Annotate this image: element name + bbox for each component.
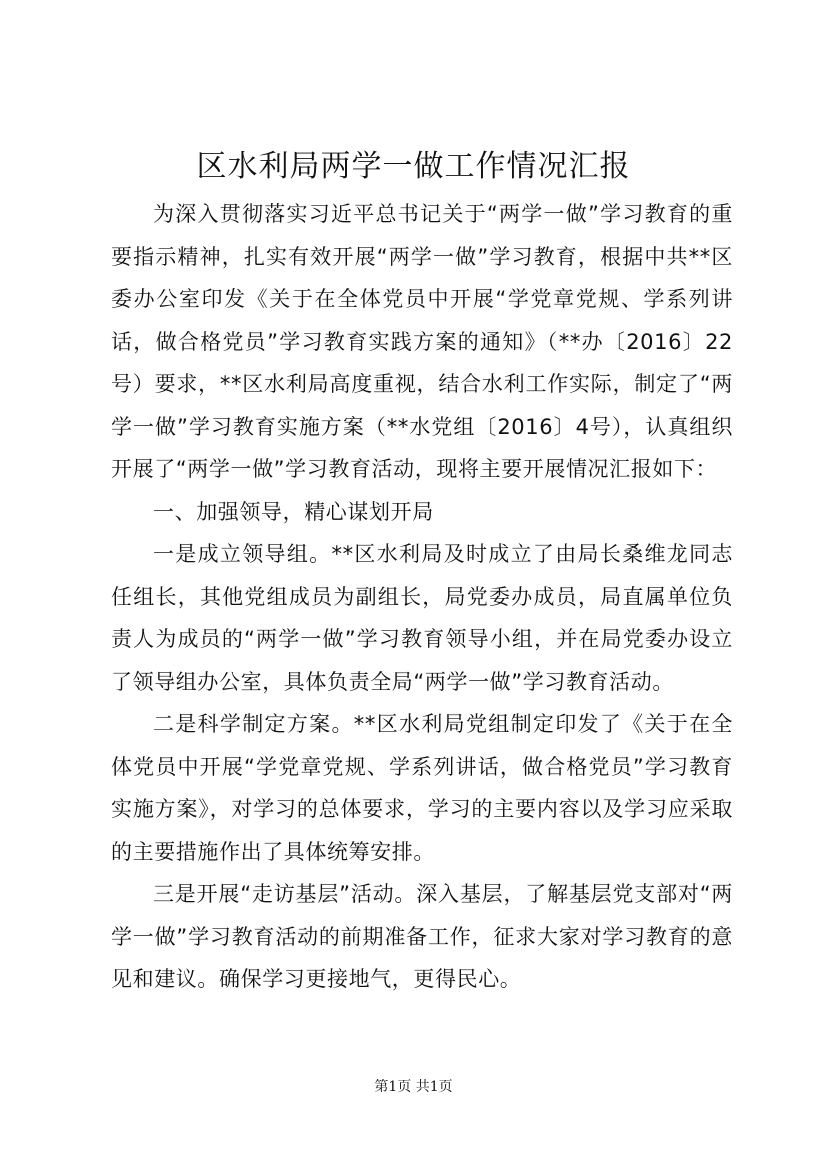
document-body xyxy=(111,193,733,1001)
paragraph-plan: 二是科学制定方案。**区水利局党组制定印发了《关于在全体党员中开展“学党章党规、学系列讲话，做合格党员”学习教育实施方案》，对学习的总体要求，学习的主要内容以及学习应采取的主要措施作出了具体统筹安排。 xyxy=(111,712,733,864)
paragraph-leadership-group: 一是成立领导组。**区水利局及时成立了由局长桑维龙同志任组长，其他党组成员为副组长，局党委办成员，局直属单位负责人为成员的“两学一做”学习教育领导小组，并在局党委办设立了领导组办公室，具体负责全局“两学一做”学习教育活动。 xyxy=(111,542,733,694)
paragraph-intro: 为深入贯彻落实习近平总书记关于“两学一做”学习教育的重要指示精神，扎实有效开展“两学一做”学习教育，根据中共**区委办公室印发《关于在全体党员中开展“学党章党规、学系列讲话，做合格党员”学习教育实践方案的通知》（**办〔2016〕22号）要求，**区水利局高度重视，结合水利工作实际，制定了“两学一做”学习教育实施方案（**水党组〔2016〕4号），认真组织开展了“两学一做”学习教育活动，现将主要开展情况汇报如下： xyxy=(111,202,733,481)
section-heading-1: 一、加强领导，精心谋划开局 xyxy=(153,499,434,524)
page-footer: 第1页 共1页 xyxy=(374,1079,453,1095)
paragraph-visit: 三是开展“走访基层”活动。深入基层，了解基层党支部对“两学一做”学习教育活动的前期准备工作，征求大家对学习教育的意见和建议。确保学习更接地气，更得民心。 xyxy=(111,882,733,991)
document-title: 区水利局两学一做工作情况汇报 xyxy=(196,149,631,184)
